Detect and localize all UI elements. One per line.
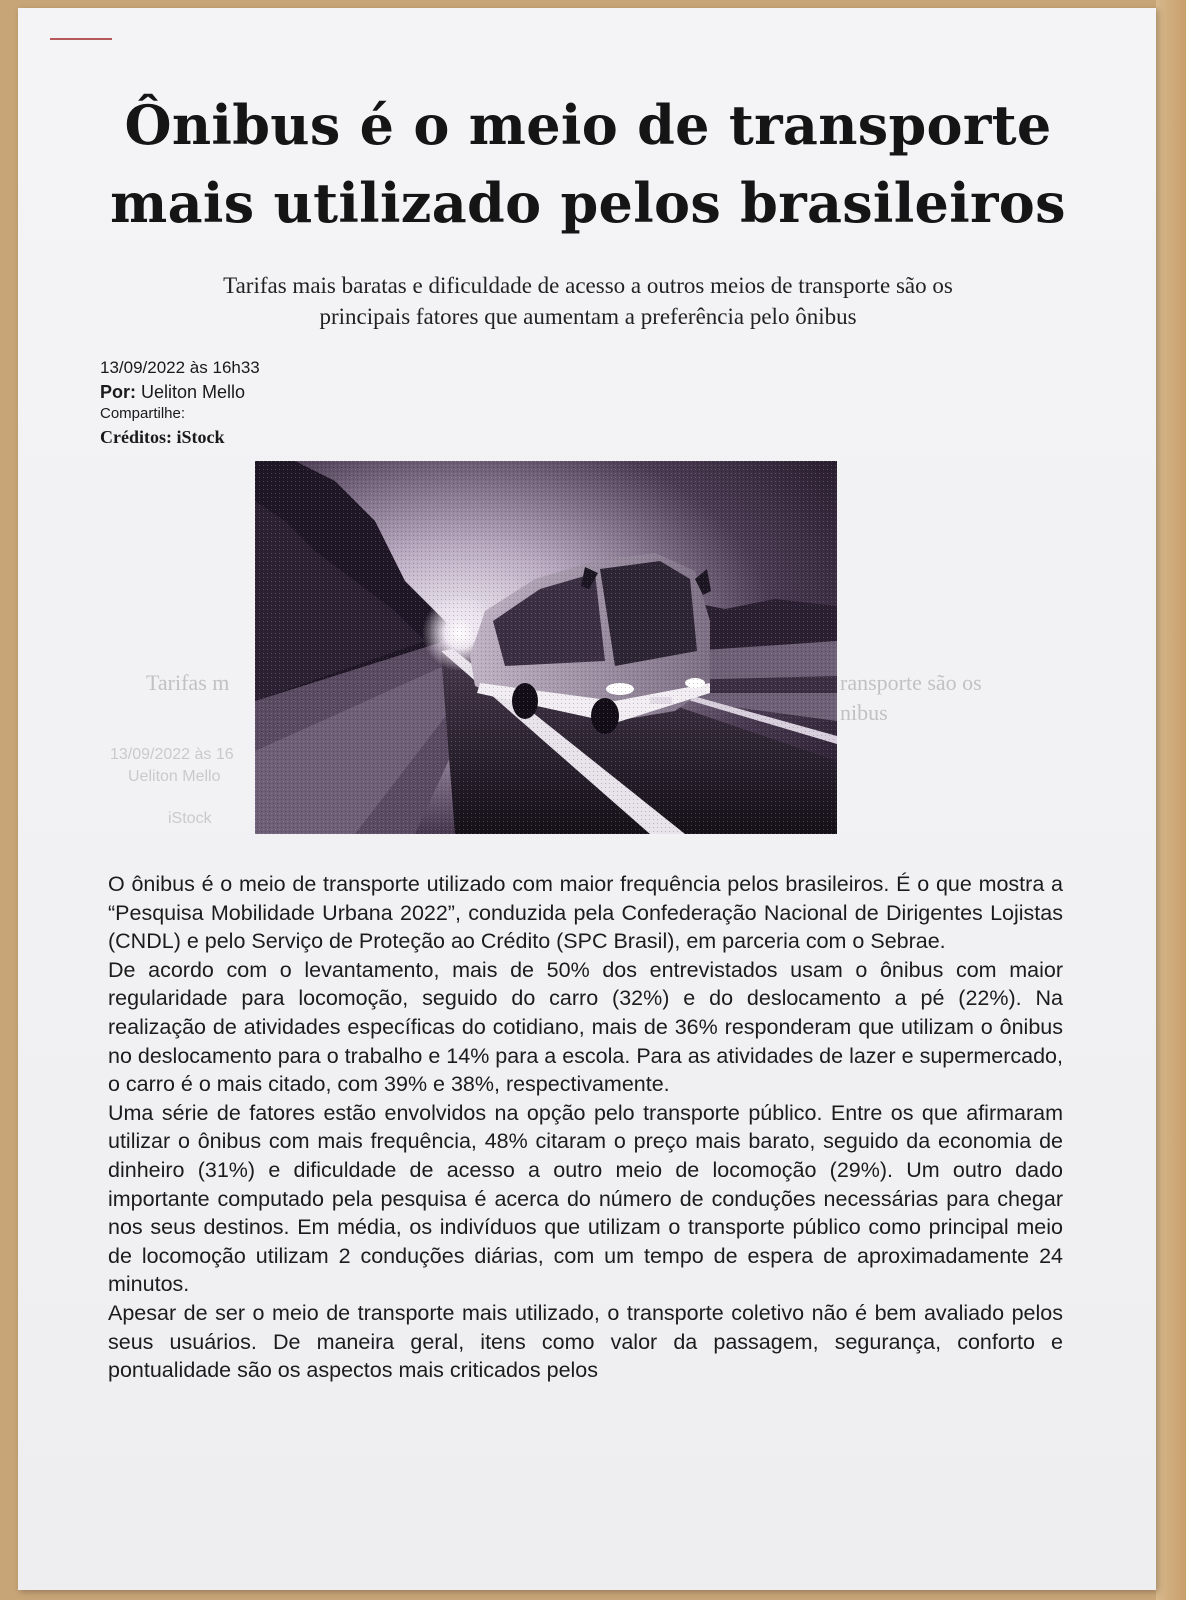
article-title-line1: Ônibus é o meio de transporte [124, 93, 1052, 157]
article-meta [100, 356, 260, 450]
article-body [108, 870, 1063, 1385]
show-through-text: nibus [840, 700, 888, 725]
show-through-text: ransporte são os [840, 670, 982, 695]
paragraph-4: Apesar de ser o meio de transporte mais utilizado, o transporte coletivo não é bem avaliado pelos seus usuários. De maneira geral, itens como valor da passagem, segurança, conforto e pontualidade são os aspectos mais criticados pelos [108, 1300, 1063, 1383]
paragraph-2: De acordo com o levantamento, mais de 50% dos entrevistados usam o ônibus com maior regularidade para locomoção, seguido do carro (32%) e do deslocamento a pé (22%). Na realização de atividades específicas do cotidiano, mais de 36% responderam que utilizam o ônibus no deslocamento para o trabalho e 14% para a escola. Para as atividades de lazer e supermercado, o carro é o mais citado, com 39% e 38%, respectivamente. [108, 957, 1063, 1097]
printed-page [18, 8, 1156, 1590]
article-title [68, 86, 1108, 242]
pen-mark [50, 38, 112, 40]
article-title-line2: mais utilizado pelos brasileiros [110, 171, 1066, 235]
show-through-text: Tarifas m [146, 670, 230, 695]
paragraph-1: O ônibus é o meio de transporte utilizado com maior frequência pelos brasileiros. É o que mostra a “Pesquisa Mobilidade Urbana 2022”, conduzida pela Confederação Nacional de Dirigentes Lojistas (CNDL) e pelo Serviço de Proteção ao Crédito (SPC Brasil), em parceria com o Sebrae. [108, 872, 1063, 954]
article-subtitle-line1: Tarifas mais baratas e dificuldade de acesso a outros meios de transporte são os [223, 273, 953, 298]
author-label: Por: [100, 382, 136, 402]
show-through-text: iStock [168, 810, 212, 827]
article-subtitle [128, 270, 1048, 332]
author-name: Ueliton Mello [141, 382, 246, 402]
show-through-text: 13/09/2022 às 16 [110, 746, 234, 763]
photo-credits: Créditos: iStock [100, 427, 225, 447]
publish-date: 13/09/2022 às 16h33 [100, 358, 260, 377]
show-through-text: Ueliton Mello [128, 768, 221, 785]
bus-on-highway-photo [255, 461, 837, 834]
author-line [100, 380, 260, 404]
bus-photo-illustration [255, 461, 837, 834]
article-subtitle-line2: principais fatores que aumentam a preferência pelo ônibus [319, 304, 857, 329]
paragraph-3: Uma série de fatores estão envolvidos na opção pelo transporte público. Entre os que afirmaram utilizar o ônibus com mais frequência, 48% citaram o preço mais barato, seguido da economia de dinheiro (31%) e dificuldade de acesso a outro meio de locomoção (29%). Um outro dado importante computado pela pesquisa é acerca do número de conduções necessárias para chegar nos seus destinos. Em média, os indivíduos que utilizam o transporte público como principal meio de locomoção utilizam 2 conduções diárias, com um tempo de espera de aproximadamente 24 minutos. [108, 1100, 1063, 1297]
share-label: Compartilhe: [100, 405, 186, 422]
table-surface [1156, 0, 1186, 1600]
